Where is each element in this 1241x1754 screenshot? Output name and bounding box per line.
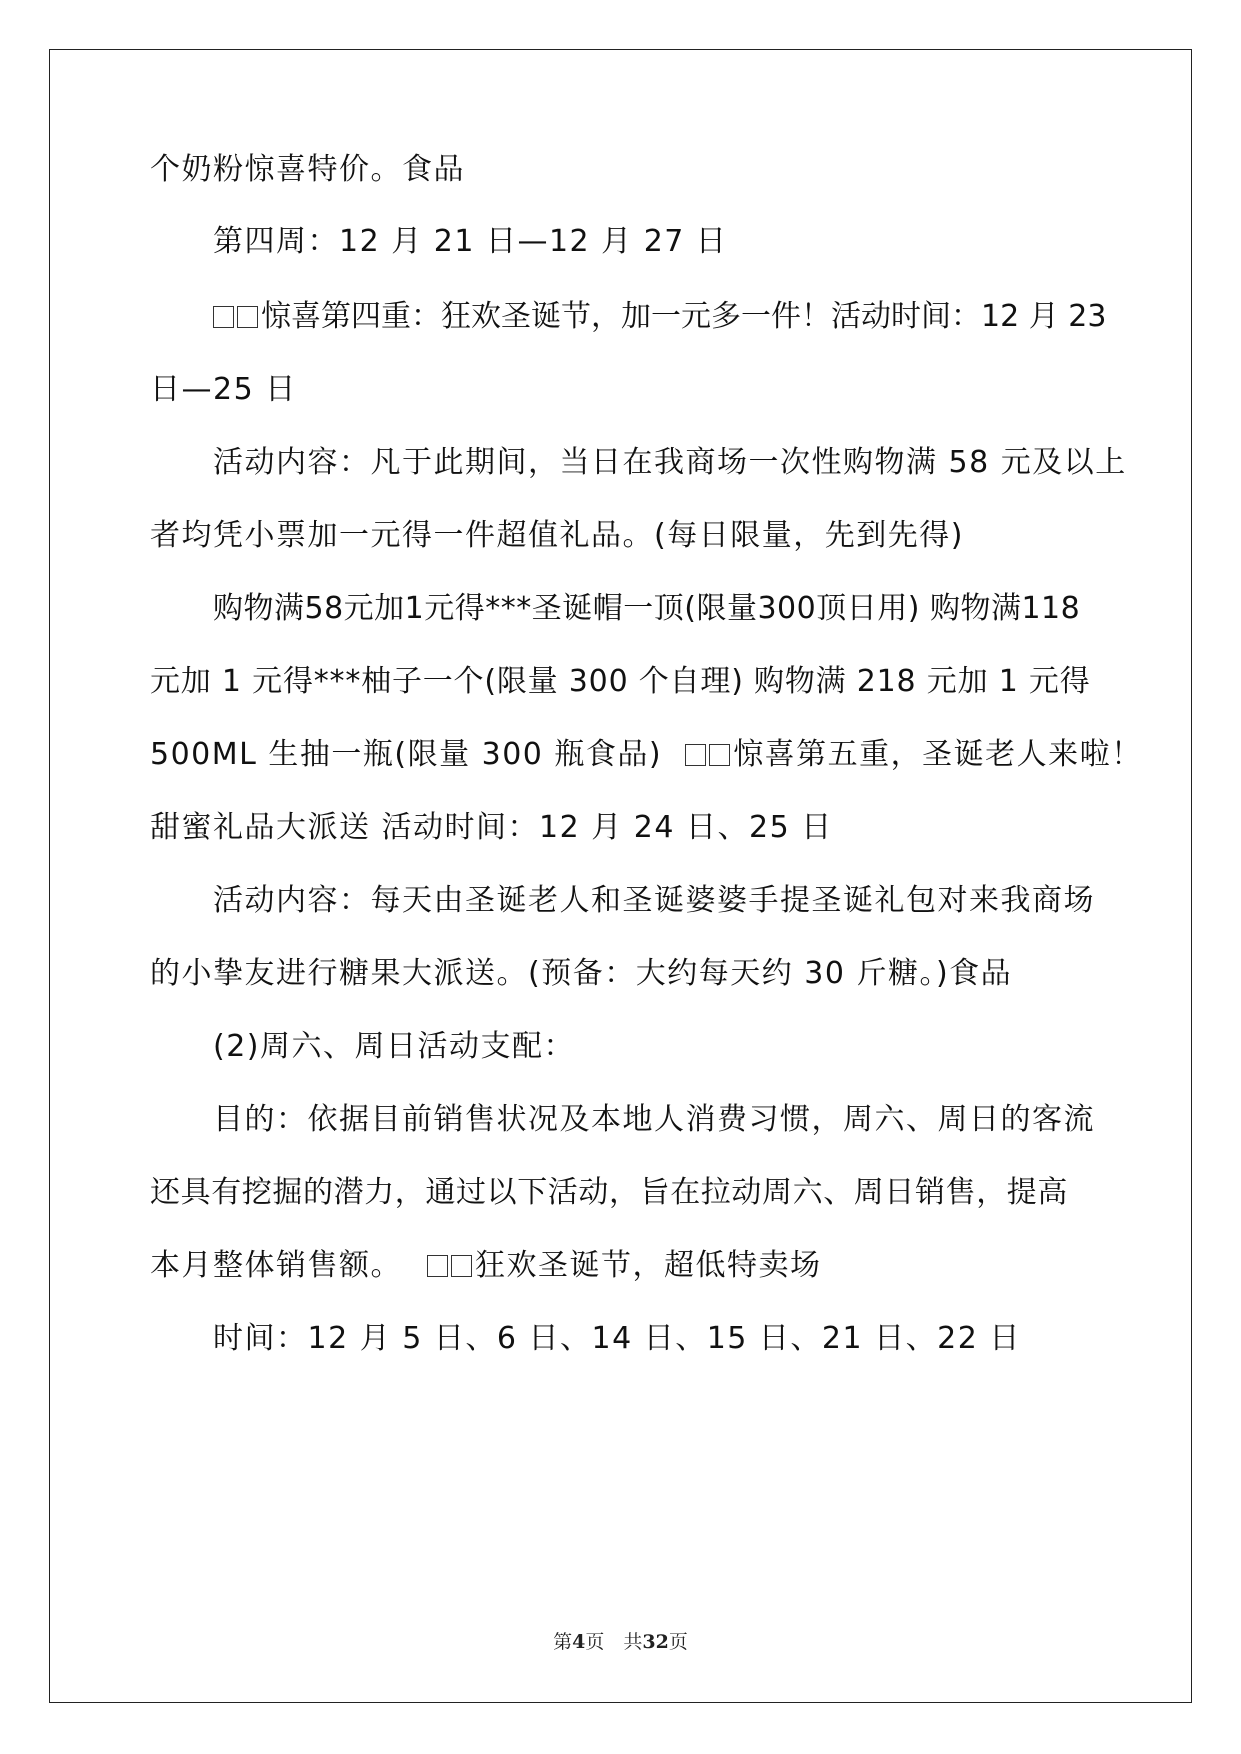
text-line: 第四周：12 月 21 日—12 月 27 日 xyxy=(213,224,728,259)
placeholder-box-icon xyxy=(709,744,730,766)
text-line: 还具有挖掘的潜力，通过以下活动，旨在拉动周六、周日销售，提高 xyxy=(150,1175,1068,1210)
text-line: 甜蜜礼品大派送 活动时间：12 月 24 日、25 日 xyxy=(150,810,833,845)
text-run: 惊喜第五重，圣诞老人来啦！ xyxy=(733,737,1143,772)
text-line: 活动内容：凡于此期间，当日在我商场一次性购物满 58 元及以上 xyxy=(213,445,1127,480)
text-line xyxy=(150,1246,1095,1286)
text-line: 时间：12 月 5 日、6 日、14 日、15 日、21 日、22 日 xyxy=(213,1321,1021,1356)
text-run: 本月整体销售额。 xyxy=(150,1248,402,1283)
text-line: 日—25 日 xyxy=(150,372,297,407)
text-line: 个奶粉惊喜特价。食品 xyxy=(150,152,465,187)
page-mid: 页 共 xyxy=(585,1631,643,1653)
placeholder-box-icon xyxy=(427,1255,448,1277)
placeholder-box-icon xyxy=(685,744,706,766)
placeholder-box-icon xyxy=(213,306,234,328)
text-line xyxy=(150,735,1143,775)
text-line: 的小挚友进行糖果大派送。(预备：大约每天约 30 斤糖。)食品 xyxy=(150,956,1013,991)
page-prefix: 第 xyxy=(553,1631,573,1653)
text-run: 惊喜第四重：狂欢圣诞节，加一元多一件！活动时间：12 月 23 xyxy=(261,299,1107,334)
text-line: 元加 1 元得***柚子一个(限量 300 个自理) 购物满 218 元加 1 元得 xyxy=(150,664,1091,699)
page-total: 32 xyxy=(642,1631,669,1653)
text-line: (2)周六、周日活动支配： xyxy=(213,1029,575,1064)
text-line: 目的：依据目前销售状况及本地人消费习惯，周六、周日的客流 xyxy=(213,1102,1095,1137)
text-line: 活动内容：每天由圣诞老人和圣诞婆婆手提圣诞礼包对来我商场 xyxy=(213,883,1095,918)
placeholder-box-icon xyxy=(237,306,258,328)
page-suffix: 页 xyxy=(668,1631,688,1653)
placeholder-box-icon xyxy=(451,1255,472,1277)
text-run: 500ML 生抽一瓶(限量 300 瓶食品) xyxy=(150,737,663,772)
page-current: 4 xyxy=(572,1631,586,1653)
page-footer xyxy=(0,1630,1241,1654)
text-line: 购物满58元加1元得***圣诞帽一顶(限量300顶日用) 购物满118 xyxy=(213,591,1081,626)
text-line: 者均凭小票加一元得一件超值礼品。(每日限量，先到先得) xyxy=(150,518,964,553)
text-line xyxy=(213,297,1107,337)
text-run: 狂欢圣诞节，超低特卖场 xyxy=(475,1248,822,1283)
